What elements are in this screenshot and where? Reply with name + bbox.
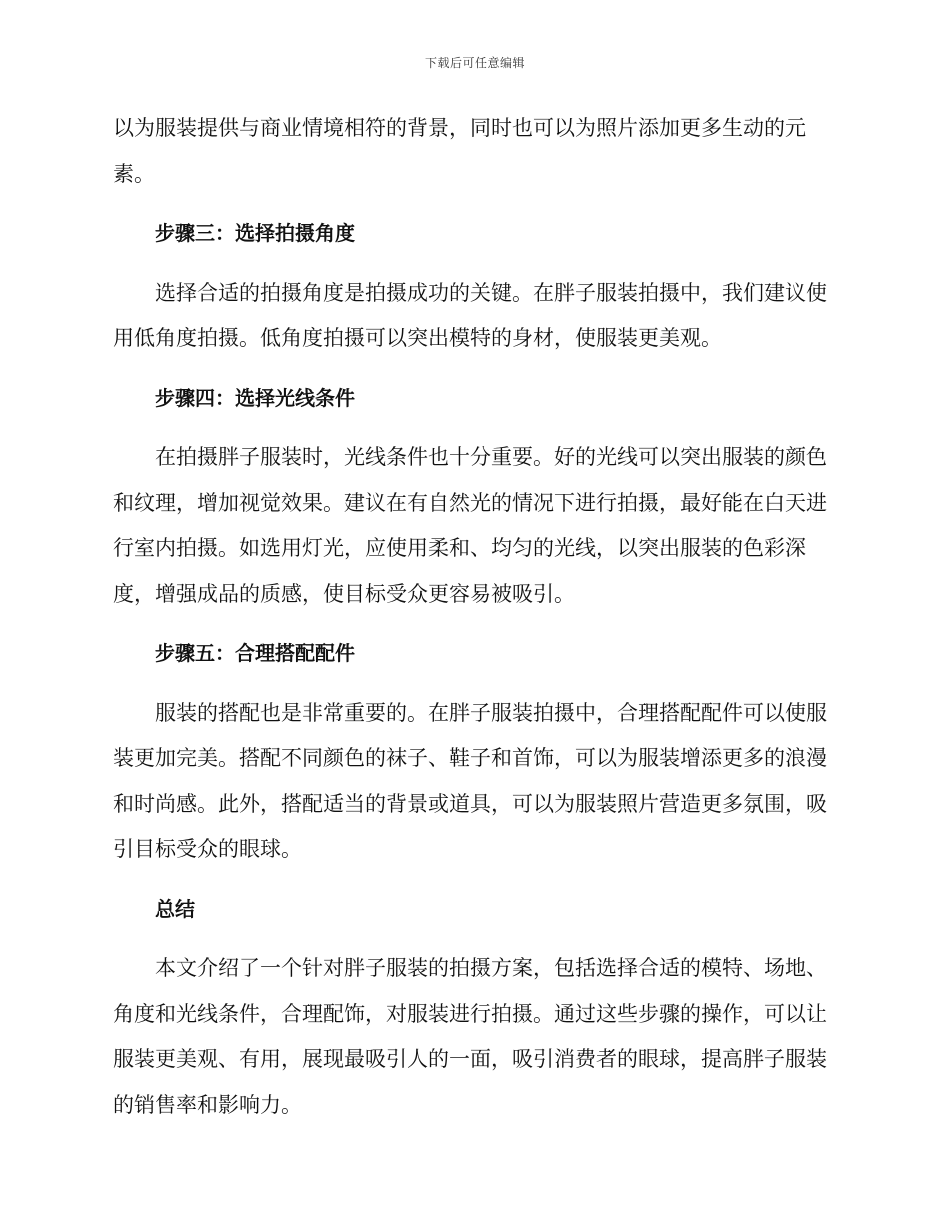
heading-step-five: 步骤五：合理搭配配件 bbox=[155, 641, 355, 665]
page-header: 下载后可任意编辑 bbox=[424, 56, 525, 70]
paragraph-step-four: 在拍摄胖子服装时，光线条件也十分重要。好的光线可以突出服装的颜色和纹理，增加视觉效果。建议在有自然光的情况下进行拍摄，最好能在白天进行室内拍摄。如选用灯光，应使用柔和、均匀的光线，以突出服装的色彩深度，增强成品的质感，使目标受众更容易被吸引。 bbox=[113, 445, 827, 606]
heading-step-four: 步骤四：选择光线条件 bbox=[155, 385, 355, 410]
heading-step-three: 步骤三：选择拍摄角度 bbox=[155, 221, 355, 245]
paragraph-summary: 本文介绍了一个针对胖子服装的拍摄方案，包括选择合适的模特、场地、角度和光线条件，合理配饰，对服装进行拍摄。通过这些步骤的操作，可以让服装更美观、有用，展现最吸引人的一面，吸引消费者的眼球，提高胖子服装的销售率和影响力。 bbox=[113, 956, 827, 1117]
document-body bbox=[113, 106, 833, 1128]
paragraph-intro-continued: 以为服装提供与商业情境相符的背景，同时也可以为照片添加更多生动的元素。 bbox=[113, 116, 806, 186]
paragraph-step-five: 服装的搭配也是非常重要的。在胖子服装拍摄中，合理搭配配件可以使服装更加完美。搭配不同颜色的袜子、鞋子和首饰，可以为服装增添更多的浪漫和时尚感。此外，搭配适当的背景或道具，可以为服装照片营造更多氛围，吸引目标受众的眼球。 bbox=[113, 700, 827, 861]
paragraph-step-three: 选择合适的拍摄角度是拍摄成功的关键。在胖子服装拍摄中，我们建议使用低角度拍摄。低角度拍摄可以突出模特的身材，使服装更美观。 bbox=[113, 280, 827, 350]
heading-summary: 总结 bbox=[155, 896, 195, 921]
